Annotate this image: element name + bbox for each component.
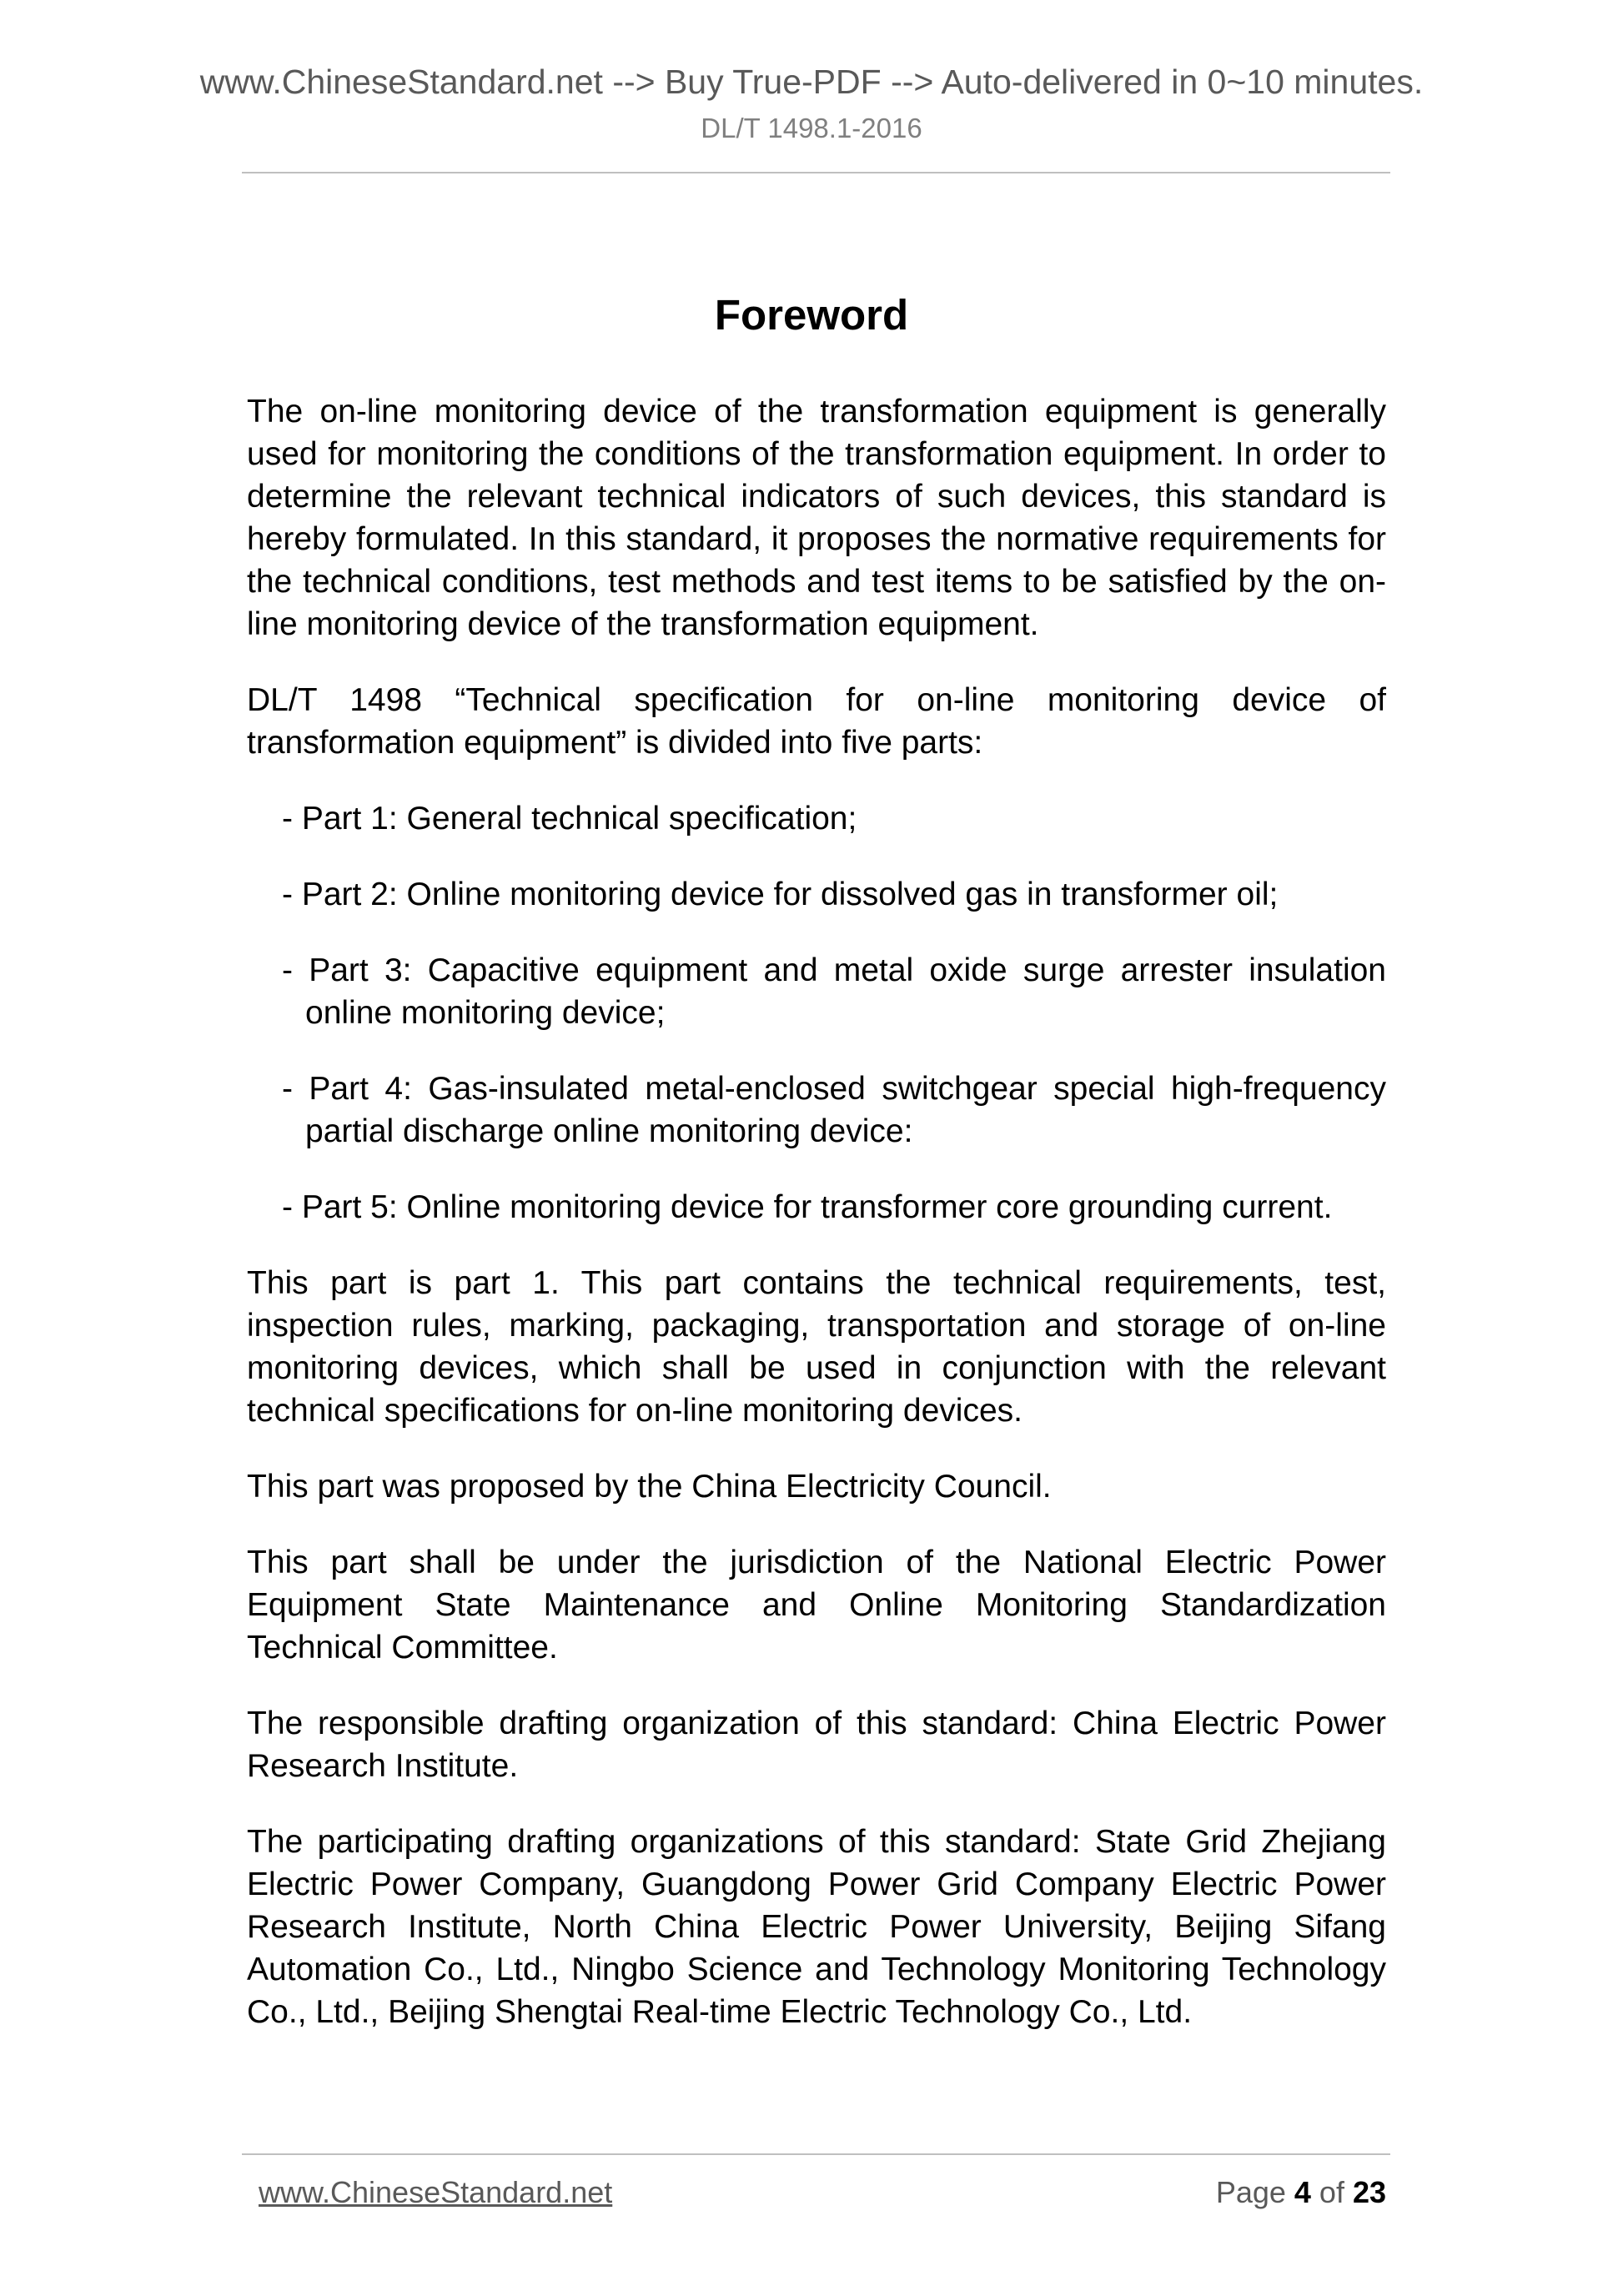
intro-paragraph: The on-line monitoring device of the transformation equipment is generally used for monitoring the conditions of the transformation equipment. In order to determine the relevant technical indicators of such devices, this standard is hereby formulated. In this standard, it proposes the normative requirements for the technical conditions, test methods and test items to be satisfied by the on-line monitoring device of the transformation equipment.: [247, 394, 1386, 642]
jurisdiction-paragraph: This part shall be under the jurisdiction of the National Electric Power Equipment State Maintenance and Online Monitoring Standardization Technical Committee.: [247, 1545, 1386, 1665]
participating-paragraph: The participating drafting organizations of this standard: State Grid Zhejiang Electric Power Company, Guangdong Power Grid Company Electric Power Research Institute, North China Electric Power University, Beijing Sifang Automation Co., Ltd., Ningbo Science and Technology Monitoring Technology Co., Ltd., Beijing Shengtai Real-time Electric Technology Co., Ltd.: [247, 1824, 1386, 2030]
part-list-item: - Part 5: Online monitoring device for transformer core grounding current.: [282, 1189, 1333, 1225]
header-divider: [242, 172, 1390, 173]
page-number: [1216, 2171, 1386, 2214]
proposed-paragraph: This part was proposed by the China Electricity Council.: [247, 1469, 1052, 1505]
foreword-body: [247, 390, 1386, 2033]
page-prefix: Page: [1215, 2175, 1294, 2209]
current-page: 4: [1294, 2175, 1311, 2209]
header-banner: www.ChineseStandard.net --> Buy True-PDF --> Auto-delivered in 0~10 minutes.: [199, 63, 1424, 101]
total-pages: 23: [1352, 2175, 1386, 2209]
division-paragraph: DL/T 1498 “Technical specification for on-line monitoring device of transformation equipment” is divided into five parts:: [247, 682, 1386, 761]
page-header: [0, 60, 1623, 147]
responsible-paragraph: The responsible drafting organization of this standard: China Electric Power Research Institute.: [247, 1706, 1386, 1784]
this-part-paragraph: This part is part 1. This part contains the technical requirements, test, inspection rules, marking, packaging, transportation and storage of on-line monitoring devices, which shall be used in conjunction with the relevant technical specifications for on-line monitoring devices.: [247, 1265, 1386, 1429]
page-separator: of: [1310, 2175, 1353, 2209]
part-list-item: - Part 1: General technical specification;: [282, 801, 857, 837]
part-list-item: - Part 4: Gas-insulated metal-enclosed switchgear special high-frequency partial discharge online monitoring device:: [282, 1071, 1386, 1149]
footer-website-link[interactable]: www.ChineseStandard.net: [259, 2175, 613, 2209]
page-footer: [259, 2171, 1386, 2214]
part-list-item: - Part 3: Capacitive equipment and metal oxide surge arrester insulation online monitoring device;: [282, 952, 1386, 1031]
footer-divider: [242, 2153, 1390, 2155]
page-title: Foreword: [714, 291, 909, 339]
document-code: DL/T 1498.1-2016: [701, 113, 922, 143]
part-list-item: - Part 2: Online monitoring device for dissolved gas in transformer oil;: [282, 877, 1279, 912]
